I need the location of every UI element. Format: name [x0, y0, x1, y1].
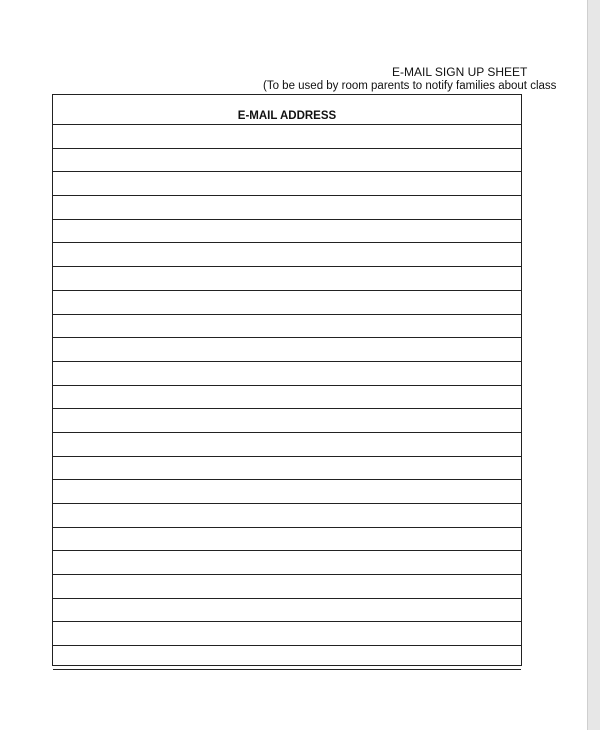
table-row: [53, 220, 521, 244]
table-row: [53, 125, 521, 149]
page-subtitle: (To be used by room parents to notify families about class: [263, 80, 557, 92]
table-row: [53, 433, 521, 457]
table-row: [53, 504, 521, 528]
email-address-column-header: E-MAIL ADDRESS: [237, 109, 337, 122]
table-row: [53, 315, 521, 339]
table-row: [53, 670, 521, 694]
table-header: [53, 95, 521, 125]
email-table: [52, 94, 522, 666]
table-row: [53, 149, 521, 173]
table-row: [53, 362, 521, 386]
table-row: [53, 646, 521, 670]
table-row: [53, 243, 521, 267]
table-row: [53, 480, 521, 504]
table-row: [53, 409, 521, 433]
table-row: [53, 528, 521, 552]
table-row: [53, 196, 521, 220]
table-row: [53, 291, 521, 315]
table-row: [53, 551, 521, 575]
table-row: [53, 267, 521, 291]
page-title: E-MAIL SIGN UP SHEET: [392, 65, 528, 79]
table-row: [53, 172, 521, 196]
table-row: [53, 575, 521, 599]
table-row: [53, 457, 521, 481]
table-row: [53, 599, 521, 623]
table-body: [53, 125, 521, 694]
table-row: [53, 338, 521, 362]
table-row: [53, 386, 521, 410]
table-row: [53, 622, 521, 646]
